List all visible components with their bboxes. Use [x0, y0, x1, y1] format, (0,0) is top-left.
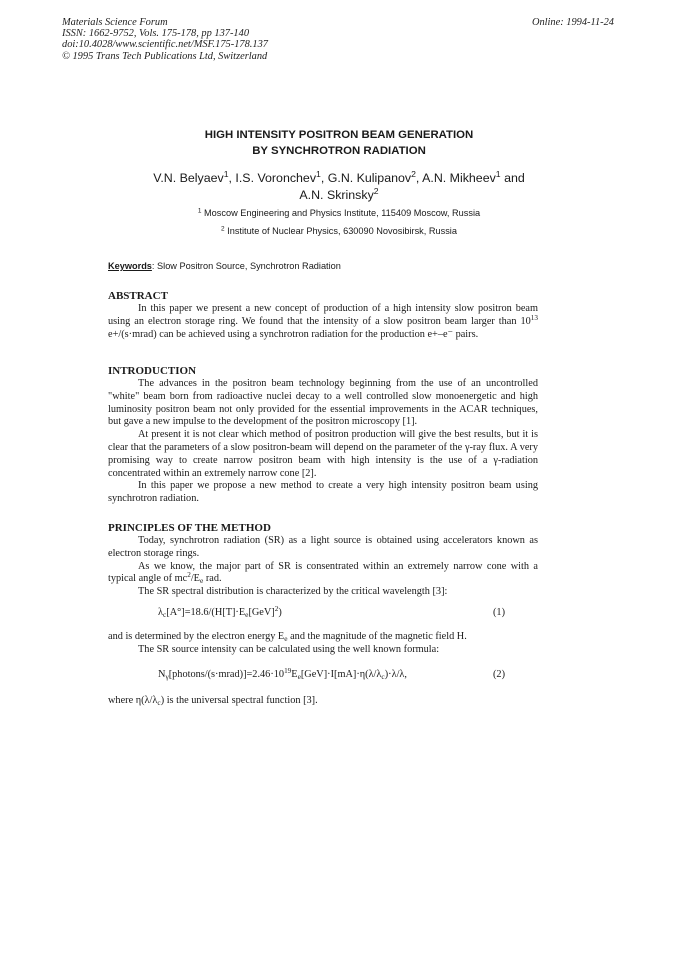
author-list [0, 170, 678, 204]
principles-closing [108, 695, 538, 708]
eq-subscript: γ [165, 671, 169, 681]
eq-term: λ [158, 607, 163, 618]
abstract-text: e+/(s·mrad) can be achieved using a synchrotron radiation for the production e+–e⁻ pairs. [108, 328, 479, 340]
paper-title [0, 127, 678, 159]
principles-paragraph-3: The SR spectral distribution is characterized by the critical wavelength [3]: [138, 586, 448, 598]
eq-term: [GeV]·I[mA]·η(λ/λ [300, 669, 382, 680]
eq-subscript: e [245, 609, 249, 619]
author-name: V.N. Belyaev [153, 171, 224, 185]
text-run: /E [190, 573, 200, 585]
text-run: As we know, the major part of SR is consentrated within an extremely narrow cone with a typical angle of mc [108, 560, 538, 585]
eq-term: ) [278, 607, 282, 618]
author-affil-mark: 2 [373, 186, 379, 197]
affiliation-mark: 2 [221, 225, 225, 233]
authors-line-1: V.N. Belyaev$^1$, I.S. Voronchev$^1$, G.N. Kulipanov$^2$, A.N. Mikheev$^1$ and [153, 169, 525, 185]
subscript: e [284, 633, 288, 643]
intro-paragraph-1: The advances in the positron beam technology beginning from the use of an uncontrolled "white" beam born from radioactive nuclei decay to a well controlled slow monoenergetic and high luminosity positron beam not only provided for the essential improvements in the ACAR techniques, but gave a new impulse to the development of the positron microscopy [1]. [108, 378, 538, 428]
principles-paragraph-2 [108, 561, 538, 587]
intro-paragraph-3: In this paper we propose a new method to create a very high intensity positron beam using synchrotron radiation. [108, 480, 538, 505]
abstract-section [108, 290, 538, 341]
exponent: 2 [187, 571, 191, 580]
introduction-heading: INTRODUCTION [108, 365, 197, 377]
equation-1 [158, 606, 282, 619]
eq-subscript: c [381, 671, 385, 681]
author-affil-mark: 2 [411, 169, 416, 180]
author-affil-mark: 1 [223, 169, 229, 180]
eq-term: [A°]=18.6/(H[T]·E [166, 607, 246, 618]
principles-paragraph-5: The SR source intensity can be calculated using the well known formula: [138, 643, 440, 655]
eq-term: [GeV] [248, 607, 275, 618]
author-name: I.S. Voronchev [235, 171, 317, 185]
eq-exponent: 2 [274, 605, 279, 614]
principles-continued [108, 631, 538, 657]
issn-line: ISSN: 1662-9752, Vols. 175-178, pp 137-140 [62, 28, 250, 40]
text-run: ) is the universal spectral function [3]. [160, 695, 318, 706]
title-line-2: BY SYNCHROTRON RADIATION [252, 145, 426, 157]
text-run: and the magnitude of the magnetic field H. [287, 631, 467, 642]
eq-subscript: c [163, 609, 167, 619]
affiliation-text: Institute of Nuclear Physics, 630090 Novosibirsk, Russia [227, 226, 457, 236]
eq-term: [photons/(s·mrad)]=2.46·10 [168, 669, 285, 680]
text-run: rad. [203, 573, 222, 585]
journal-header [62, 17, 268, 62]
keywords-label: Keywords [108, 261, 152, 271]
author-name: A.N. Mikheev [422, 171, 496, 185]
abstract-heading: ABSTRACT [108, 290, 168, 302]
principles-heading: PRINCIPLES OF THE METHOD [108, 522, 271, 534]
authors-line-2 [0, 187, 678, 204]
equation-2 [158, 668, 407, 681]
principles-section [108, 522, 538, 599]
online-date: Online: 1994-11-24 [531, 17, 614, 28]
subscript: c [157, 697, 161, 707]
eq-term: N [158, 669, 166, 680]
affiliation-1 [0, 207, 678, 219]
affiliation-text: Moscow Engineering and Physics Institute, 115409 Moscow, Russia [204, 208, 481, 218]
title-line-1: HIGH INTENSITY POSITRON BEAM GENERATION [204, 129, 474, 141]
abstract-text: In this paper we present a new concept of production of a high intensity slow positron beam using an electron storage ring. We found that the intensity of a slow positron beam larger than 10 [108, 303, 538, 327]
intro-paragraph-2: At present it is not clear which method of positron production will give the best results, but it is clear that the parameters of a slow positron-beam will depend on the parameter of the γ-ray flux. A very promising way to create narrow positron beam with high intensity is the use of a γ-radiation concentrated within an extremely narrow cone [2]. [108, 429, 538, 479]
keywords-line [108, 261, 341, 271]
introduction-section [108, 365, 538, 506]
principles-paragraph-4 [108, 631, 538, 644]
principles-paragraph-6 [108, 695, 538, 708]
author-affil-mark: 1 [495, 169, 501, 180]
abstract-exponent: 13 [530, 313, 538, 322]
author-affil-mark: 1 [316, 169, 321, 180]
eq-subscript: e [297, 671, 301, 681]
abstract-paragraph [108, 303, 538, 341]
keywords-text: : Slow Positron Source, Synchrotron Radiation [151, 261, 341, 271]
affiliation-mark: 1 [197, 207, 202, 215]
doi-line: doi:10.4028/www.scientific.net/MSF.175-178.137 [62, 39, 268, 51]
equation-2-number: (2) [493, 669, 506, 680]
affiliation-2 [0, 225, 678, 237]
copyright-line: © 1995 Trans Tech Publications Ltd, Switzerland [62, 50, 268, 62]
text-run: and is determined by the electron energy E [108, 631, 285, 642]
author-conjunction: and [504, 171, 525, 185]
eq-term: E [291, 669, 298, 680]
eq-exponent: 19 [284, 667, 292, 676]
author-name: G.N. Kulipanov [327, 171, 412, 185]
text-run: where η(λ/λ [108, 695, 158, 706]
equation-1-number: (1) [493, 607, 506, 618]
eq-term: )·λ/λ, [384, 669, 407, 680]
subscript: e [199, 576, 204, 586]
principles-paragraph-1: Today, synchrotron radiation (SR) as a light source is obtained using accelerators known as electron storage rings. [108, 535, 538, 559]
journal-name: Materials Science Forum [62, 17, 168, 28]
author-name: A.N. Skrinsky [299, 188, 374, 202]
